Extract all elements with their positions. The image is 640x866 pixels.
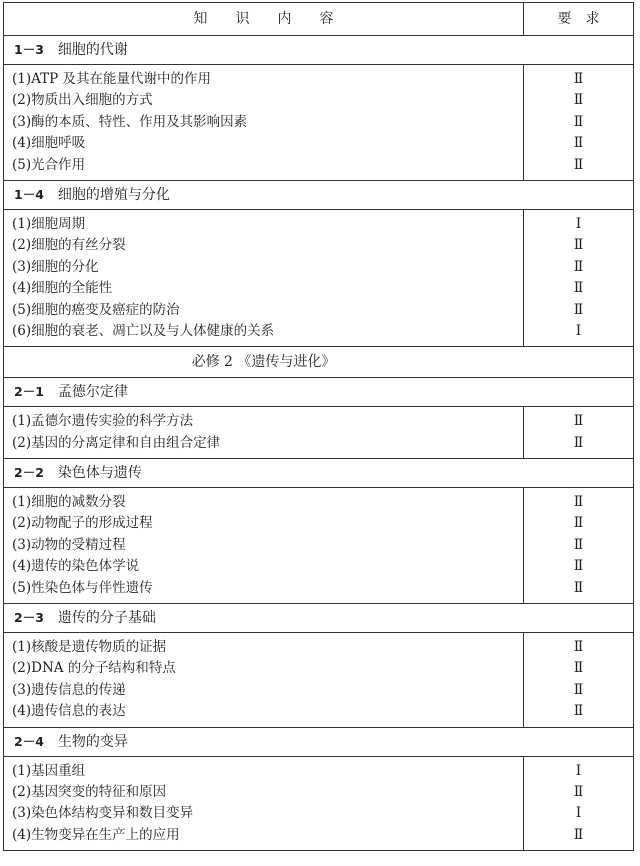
requirement-level: Ⅱ — [573, 156, 584, 173]
section-title — [14, 728, 128, 756]
section-title — [14, 378, 128, 406]
section-title-text: 遗传的分子基础 — [57, 610, 156, 627]
requirement-level: Ⅱ — [573, 301, 584, 318]
knowledge-item: (3)动物的受精过程 — [12, 536, 126, 553]
table-row — [4, 492, 633, 513]
knowledge-item: (4)遗传信息的表达 — [12, 703, 126, 720]
table-row — [4, 321, 633, 342]
syllabus-table — [3, 2, 634, 851]
table-row — [4, 235, 633, 256]
section-header-row — [3, 36, 634, 65]
table-row — [4, 133, 633, 154]
table-row — [4, 433, 633, 454]
table-row — [4, 90, 633, 111]
requirement-level: Ⅱ — [573, 681, 584, 698]
section-items — [3, 757, 634, 852]
knowledge-item: (2)细胞的有丝分裂 — [12, 237, 126, 254]
module-1-sections — [3, 36, 634, 347]
module-title: 必修 2 《遗传与进化》 — [191, 354, 336, 371]
requirement-level: Ⅱ — [573, 783, 584, 800]
section-number: 1－4 — [14, 186, 44, 202]
section-items — [3, 210, 634, 347]
requirement-level: Ⅱ — [573, 703, 584, 720]
knowledge-item: (5)细胞的癌变及癌症的防治 — [12, 301, 180, 318]
requirement-level: Ⅱ — [573, 826, 584, 843]
section-header-row — [3, 459, 634, 488]
requirement-level: Ⅱ — [573, 413, 584, 430]
section-title-text: 细胞的代谢 — [57, 42, 128, 58]
table-row — [4, 214, 633, 235]
requirement-level: Ⅱ — [573, 92, 584, 109]
requirement-level: Ⅰ — [575, 215, 582, 232]
section-header-row — [3, 604, 634, 633]
requirement-level: Ⅱ — [573, 515, 584, 532]
section-header-row — [3, 728, 634, 757]
section-items — [3, 488, 634, 604]
section-number: 1－3 — [14, 42, 44, 57]
requirement-level: Ⅰ — [575, 805, 582, 822]
table-row — [4, 825, 633, 846]
table-row — [4, 411, 633, 432]
table-row — [4, 535, 633, 556]
requirement-level: Ⅱ — [573, 639, 584, 656]
module-2-sections — [3, 378, 634, 851]
requirement-level: Ⅱ — [573, 135, 584, 152]
content-column-header: 知识内容 — [193, 11, 362, 27]
section-title-text: 细胞的增殖与分化 — [57, 186, 170, 203]
table-row — [4, 300, 633, 321]
requirement-level: Ⅱ — [573, 660, 584, 677]
knowledge-item: (3)染色体结构变异和数目变异 — [12, 805, 194, 822]
requirement-level: Ⅱ — [573, 579, 584, 596]
knowledge-item: (5)光合作用 — [12, 156, 86, 173]
table-row — [4, 658, 633, 679]
knowledge-item: (1)ATP 及其在能量代谢中的作用 — [12, 71, 212, 87]
knowledge-item: (4)细胞的全能性 — [12, 280, 113, 297]
table-header — [3, 2, 634, 36]
table-row — [4, 761, 633, 782]
section-number: 2－1 — [14, 384, 44, 400]
section-title — [14, 459, 142, 487]
requirement-level: Ⅱ — [573, 558, 584, 575]
section-title-text: 生物的变异 — [57, 733, 128, 750]
knowledge-item: (2)动物配子的形成过程 — [12, 515, 153, 532]
knowledge-item: (1)细胞周期 — [12, 215, 86, 232]
section-header-row — [3, 378, 634, 407]
section-title-text: 染色体与遗传 — [57, 465, 142, 482]
table-row — [4, 69, 633, 90]
requirement-level: Ⅱ — [573, 237, 584, 254]
requirement-level: Ⅰ — [575, 322, 582, 339]
knowledge-item: (1)核酸是遗传物质的证据 — [12, 639, 167, 656]
knowledge-item: (3)酶的本质、特性、作用及其影响因素 — [12, 113, 248, 130]
requirement-level: Ⅱ — [573, 280, 584, 297]
section-title — [14, 604, 156, 632]
section-items — [3, 65, 634, 181]
knowledge-item: (4)生物变异在生产上的应用 — [12, 826, 180, 843]
requirement-level: Ⅱ — [573, 113, 584, 130]
knowledge-item: (2)基因的分离定律和自由组合定律 — [12, 434, 221, 451]
section-title — [14, 181, 170, 209]
section-number: 2－4 — [14, 733, 44, 749]
table-row — [4, 155, 633, 176]
table-row — [4, 257, 633, 278]
knowledge-item: (1)细胞的减数分裂 — [12, 494, 126, 511]
table-row — [4, 278, 633, 299]
table-row — [4, 513, 633, 534]
section-title-text: 孟德尔定律 — [57, 384, 128, 401]
table-row — [4, 782, 633, 803]
section-title — [14, 36, 128, 64]
section-number: 2－3 — [14, 610, 44, 626]
section-header-row — [3, 181, 634, 210]
table-row — [4, 112, 633, 133]
requirement-column-header: 要求 — [557, 11, 614, 27]
requirement-level: Ⅱ — [573, 71, 584, 87]
requirement-level: Ⅱ — [573, 494, 584, 511]
requirement-level: Ⅱ — [573, 536, 584, 553]
table-row — [4, 701, 633, 722]
section-number: 2－2 — [14, 465, 44, 481]
table-row — [4, 803, 633, 824]
knowledge-item: (1)基因重组 — [12, 762, 86, 779]
knowledge-item: (3)细胞的分化 — [12, 258, 99, 275]
knowledge-item: (5)性染色体与伴性遗传 — [12, 579, 153, 596]
knowledge-item: (1)孟德尔遗传实验的科学方法 — [12, 413, 194, 430]
requirement-level: Ⅱ — [573, 434, 584, 451]
table-row — [4, 637, 633, 658]
knowledge-item: (3)遗传信息的传递 — [12, 681, 126, 698]
module-title-row — [3, 347, 634, 378]
table-row — [4, 556, 633, 577]
requirement-level: Ⅱ — [573, 258, 584, 275]
knowledge-item: (4)遗传的染色体学说 — [12, 558, 140, 575]
table-row — [4, 680, 633, 701]
requirement-level: Ⅰ — [575, 762, 582, 779]
section-items — [3, 633, 634, 728]
knowledge-item: (4)细胞呼吸 — [12, 135, 86, 152]
section-items — [3, 407, 634, 459]
table-row — [4, 578, 633, 599]
knowledge-item: (2)DNA 的分子结构和特点 — [12, 660, 176, 677]
knowledge-item: (2)物质出入细胞的方式 — [12, 92, 153, 109]
knowledge-item: (6)细胞的衰老、凋亡以及与人体健康的关系 — [12, 322, 275, 339]
knowledge-item: (2)基因突变的特征和原因 — [12, 783, 167, 800]
